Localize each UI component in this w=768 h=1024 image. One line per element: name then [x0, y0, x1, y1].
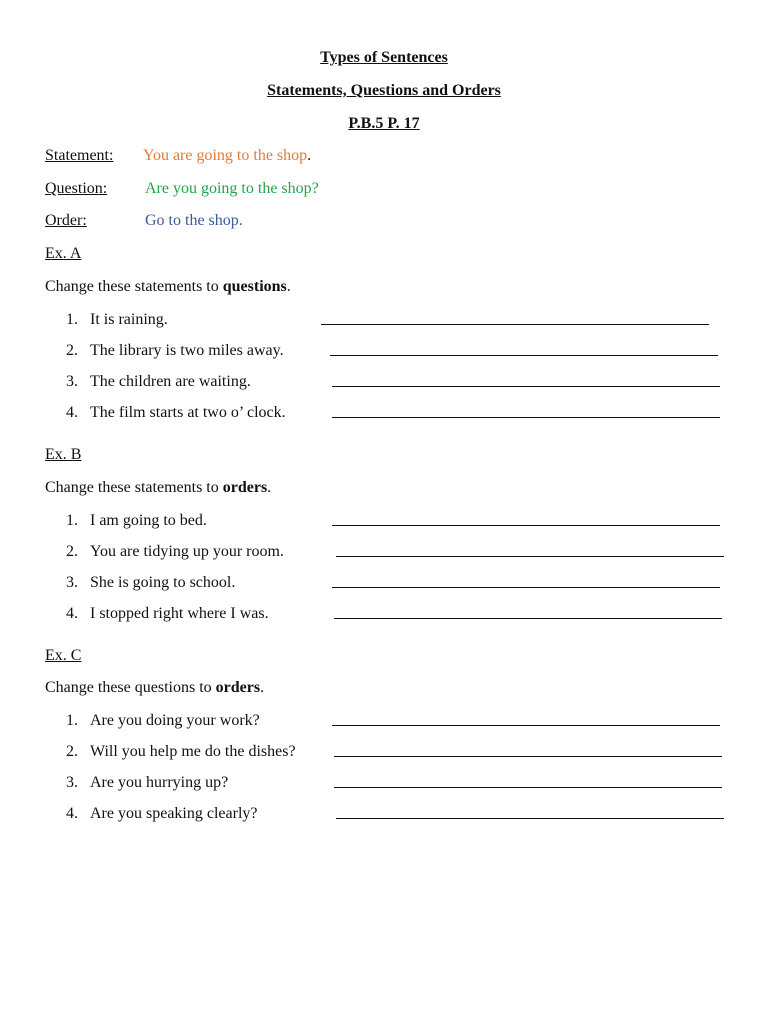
statement-example-period: .	[307, 147, 312, 164]
item-number: 3.	[66, 574, 78, 591]
exercise-c-title: Ex. C	[45, 647, 82, 664]
exercise-a-instruction	[45, 277, 291, 297]
item-number: 3.	[66, 373, 78, 390]
order-label: Order:	[45, 212, 87, 229]
answer-line[interactable]	[336, 556, 724, 557]
answer-line[interactable]	[332, 417, 720, 418]
answer-line[interactable]	[330, 355, 718, 356]
item-sentence: The children are waiting.	[90, 373, 251, 390]
item-number: 2.	[66, 743, 78, 760]
exercise-b-title: Ex. B	[45, 446, 82, 463]
item-number: 2.	[66, 543, 78, 560]
exercise-c-item-3	[66, 773, 766, 793]
exercise-a-item-2	[66, 341, 766, 361]
instruction-period: .	[267, 479, 272, 496]
item-sentence: Are you speaking clearly?	[90, 805, 258, 822]
answer-line[interactable]	[334, 787, 722, 788]
exercise-c-item-1	[66, 711, 766, 731]
statement-example	[143, 146, 311, 166]
item-sentence: It is raining.	[90, 311, 168, 328]
item-sentence: The film starts at two o’ clock.	[90, 404, 286, 421]
item-number: 4.	[66, 605, 78, 622]
exercise-c-item-2	[66, 742, 766, 762]
item-sentence: Will you help me do the dishes?	[90, 743, 296, 760]
answer-line[interactable]	[332, 386, 720, 387]
exercise-a-item-1	[66, 310, 766, 330]
page-title: Types of Sentences	[320, 49, 448, 66]
instruction-keyword: questions	[222, 278, 287, 295]
exercise-a-item-3	[66, 372, 766, 392]
item-sentence: I am going to bed.	[90, 512, 207, 529]
answer-line[interactable]	[332, 525, 720, 526]
answer-line[interactable]	[336, 818, 724, 819]
item-number: 2.	[66, 342, 78, 359]
exercise-c-item-4	[66, 804, 766, 824]
item-number: 1.	[66, 311, 78, 328]
answer-line[interactable]	[334, 756, 722, 757]
answer-line[interactable]	[321, 324, 709, 325]
item-number: 1.	[66, 512, 78, 529]
answer-line[interactable]	[332, 587, 720, 588]
item-sentence: Are you doing your work?	[90, 712, 260, 729]
instruction-keyword: orders	[215, 679, 261, 696]
instruction-period: .	[260, 679, 265, 696]
item-sentence: The library is two miles away.	[90, 342, 284, 359]
exercise-b-item-2	[66, 542, 766, 562]
instruction-keyword: orders	[222, 479, 268, 496]
instruction-period: .	[286, 278, 291, 295]
exercise-a-title: Ex. A	[45, 245, 82, 262]
instruction-text: Change these statements to	[45, 479, 223, 496]
exercise-b-item-1	[66, 511, 766, 531]
statement-example-text: You are going to the shop	[143, 147, 308, 164]
answer-line[interactable]	[334, 618, 722, 619]
item-number: 4.	[66, 404, 78, 421]
question-example: Are you going to the shop?	[145, 180, 319, 197]
exercise-b-instruction	[45, 478, 271, 498]
instruction-text: Change these questions to	[45, 679, 216, 696]
order-example: Go to the shop.	[145, 212, 243, 229]
item-sentence: Are you hurrying up?	[90, 774, 229, 791]
item-sentence: I stopped right where I was.	[90, 605, 269, 622]
question-label: Question:	[45, 180, 108, 197]
exercise-b-item-4	[66, 604, 766, 624]
item-number: 1.	[66, 712, 78, 729]
instruction-text: Change these statements to	[45, 278, 223, 295]
exercise-b-item-3	[66, 573, 766, 593]
item-number: 4.	[66, 805, 78, 822]
exercise-a-item-4	[66, 403, 766, 423]
answer-line[interactable]	[332, 725, 720, 726]
item-sentence: She is going to school.	[90, 574, 236, 591]
item-number: 3.	[66, 774, 78, 791]
statement-label: Statement:	[45, 147, 114, 164]
exercise-c-instruction	[45, 678, 264, 698]
page-subtitle: Statements, Questions and Orders	[267, 82, 501, 99]
page-reference: P.B.5 P. 17	[348, 115, 420, 132]
item-sentence: You are tidying up your room.	[90, 543, 284, 560]
